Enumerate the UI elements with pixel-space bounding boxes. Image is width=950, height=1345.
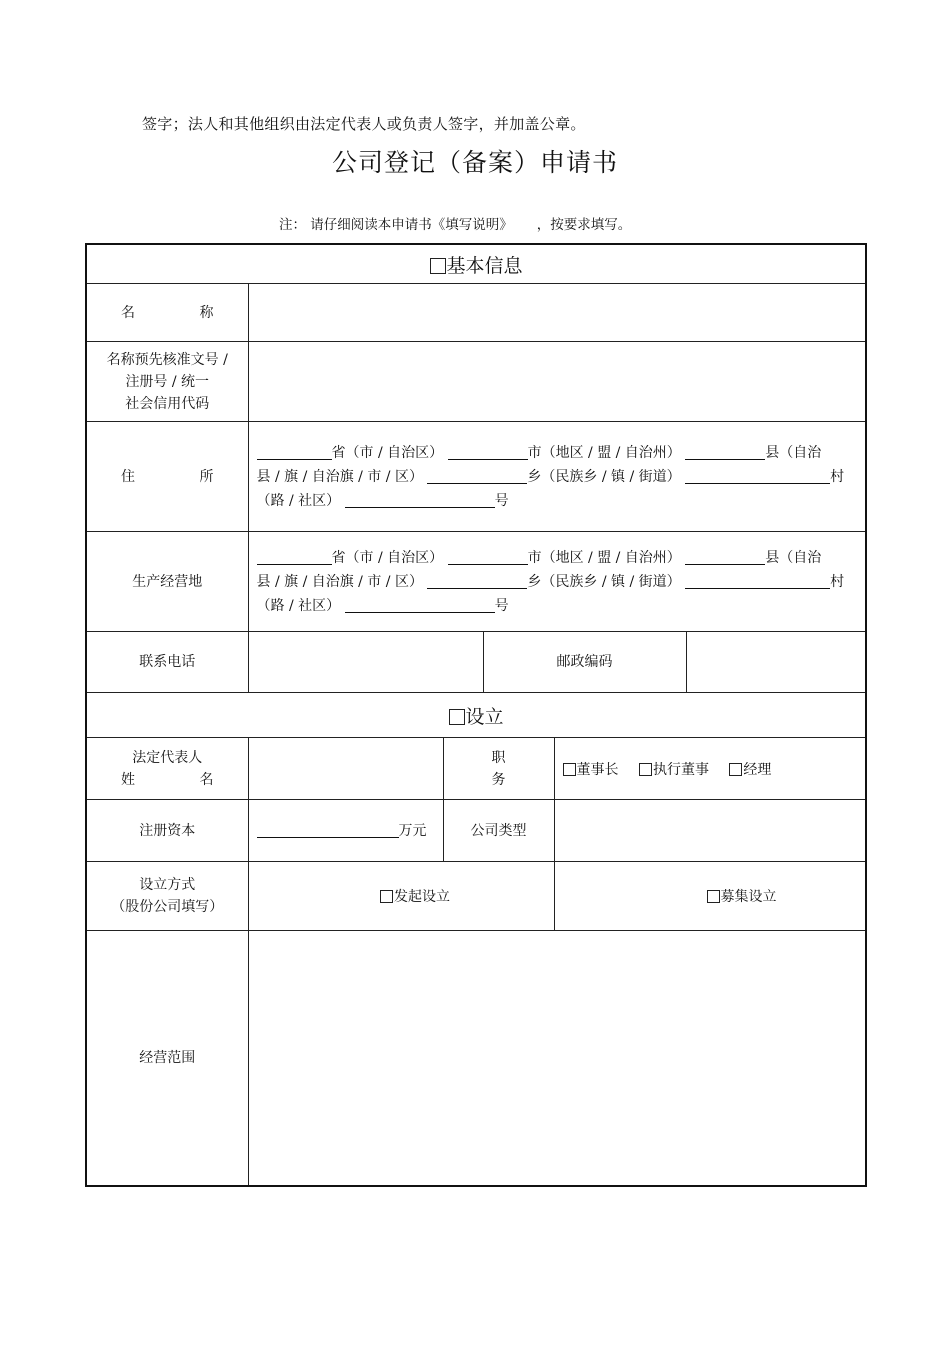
duty-option-label: 执行董事 [652, 761, 709, 778]
scope-row [86, 931, 866, 1186]
code-label-line3: 社会信用代码 [125, 395, 210, 412]
legal-rep-row [86, 738, 866, 800]
county-blank[interactable] [685, 443, 765, 460]
instruction-prefix: 注： 请仔细阅读本申请书《填写说明》 [279, 217, 513, 233]
township-text: 乡（民族乡 / 镇 / 街道） [527, 468, 681, 485]
postal-label: 邮政编码 [483, 632, 686, 693]
village-text-b: （路 / 社区） [256, 492, 341, 509]
county-text-b: 县 / 旗 / 自治旗 / 市 / 区） [256, 468, 423, 485]
duty-option-chairman[interactable] [563, 762, 619, 778]
company-type-label: 公司类型 [443, 800, 554, 862]
capital-row [86, 800, 866, 862]
city-blank[interactable] [448, 443, 528, 460]
village-blank[interactable] [685, 467, 830, 484]
checkbox-icon [707, 890, 720, 903]
residence-label: 住 所 [86, 422, 248, 532]
method-option-offering-cell [554, 862, 866, 931]
scope-field[interactable] [248, 931, 866, 1186]
city-text: 市（地区 / 盟 / 自治州） [527, 444, 681, 461]
method-option-label: 募集设立 [720, 889, 777, 905]
village-text-a: 村 [830, 573, 845, 590]
code-label [86, 342, 248, 422]
production-field[interactable] [248, 532, 866, 632]
city-blank[interactable] [448, 548, 528, 565]
establish-header-row [86, 693, 866, 738]
page-title: 公司登记（备案）申请书 [331, 148, 618, 177]
method-option-label: 发起设立 [394, 889, 450, 905]
phone-field[interactable] [248, 632, 483, 693]
number-text: 号 [494, 492, 509, 509]
number-blank[interactable] [345, 491, 495, 508]
number-text: 号 [494, 597, 509, 614]
company-type-field[interactable] [554, 800, 866, 862]
duty-option-manager[interactable] [729, 762, 771, 778]
village-text-b: （路 / 社区） [256, 597, 341, 614]
name-label: 名 称 [86, 284, 248, 342]
method-row [86, 862, 866, 931]
method-label [86, 862, 248, 931]
code-row [86, 342, 866, 422]
method-label-line1: 设立方式 [139, 877, 196, 893]
method-option-promotion[interactable] [380, 889, 450, 905]
name-row [86, 284, 866, 342]
establish-header [86, 693, 866, 738]
legal-rep-label-line2: 姓 名 [121, 771, 244, 788]
instruction-note [279, 213, 631, 233]
name-field[interactable] [248, 284, 866, 342]
production-row [86, 532, 866, 632]
checkbox-icon [729, 763, 742, 776]
residence-field[interactable] [248, 422, 866, 532]
province-blank[interactable] [257, 443, 332, 460]
capital-blank[interactable] [257, 821, 399, 838]
phone-label: 联系电话 [86, 632, 248, 693]
county-text-b: 县 / 旗 / 自治旗 / 市 / 区） [256, 573, 423, 590]
checkbox-icon [380, 890, 393, 903]
county-text-a: 县（自治 [765, 549, 822, 566]
establish-title: 设立 [465, 705, 504, 728]
method-option-offering[interactable] [707, 889, 777, 905]
method-option-promotion-cell [248, 862, 554, 931]
production-label: 生产经营地 [86, 532, 248, 632]
county-text-a: 县（自治 [765, 444, 822, 461]
legal-rep-label-line1: 法定代表人 [132, 749, 203, 766]
number-blank[interactable] [345, 596, 495, 613]
postal-field[interactable] [686, 632, 866, 693]
county-blank[interactable] [685, 548, 765, 565]
province-text: 省（市 / 自治区） [331, 549, 444, 566]
contact-row [86, 632, 866, 693]
code-field[interactable] [248, 342, 866, 422]
township-text: 乡（民族乡 / 镇 / 街道） [527, 573, 681, 590]
duty-options [554, 738, 866, 800]
code-label-line2: 注册号 / 统一 [125, 373, 210, 390]
checkbox-icon [639, 763, 652, 776]
basic-info-header-row [86, 244, 866, 284]
basic-info-header [86, 244, 866, 284]
village-text-a: 村 [830, 468, 845, 485]
township-blank[interactable] [427, 467, 527, 484]
code-label-line1: 名称预先核准文号 / [106, 351, 228, 368]
capital-label: 注册资本 [86, 800, 248, 862]
basic-info-checkbox[interactable] [430, 258, 446, 274]
method-label-line2: （股份公司填写） [111, 899, 224, 915]
scope-label: 经营范围 [86, 931, 248, 1186]
basic-info-title: 基本信息 [446, 254, 523, 277]
legal-rep-field[interactable] [248, 738, 443, 800]
province-text: 省（市 / 自治区） [331, 444, 444, 461]
top-note: 签字；法人和其他组织由法定代表人或负责人签字，并加盖公章。 [142, 115, 586, 133]
checkbox-icon [563, 763, 576, 776]
village-blank[interactable] [685, 572, 830, 589]
establish-checkbox[interactable] [449, 709, 465, 725]
township-blank[interactable] [427, 572, 527, 589]
duty-option-label: 董事长 [576, 761, 619, 778]
application-form [85, 243, 867, 1187]
legal-rep-label [86, 738, 248, 800]
province-blank[interactable] [257, 548, 332, 565]
residence-row [86, 422, 866, 532]
duty-option-executive-director[interactable] [639, 762, 709, 778]
instruction-suffix: ，按要求填写。 [536, 217, 632, 233]
capital-field[interactable] [248, 800, 443, 862]
duty-label: 职 务 [443, 738, 554, 800]
city-text: 市（地区 / 盟 / 自治州） [527, 549, 681, 566]
duty-option-label: 经理 [743, 761, 772, 778]
capital-unit: 万元 [398, 822, 427, 839]
